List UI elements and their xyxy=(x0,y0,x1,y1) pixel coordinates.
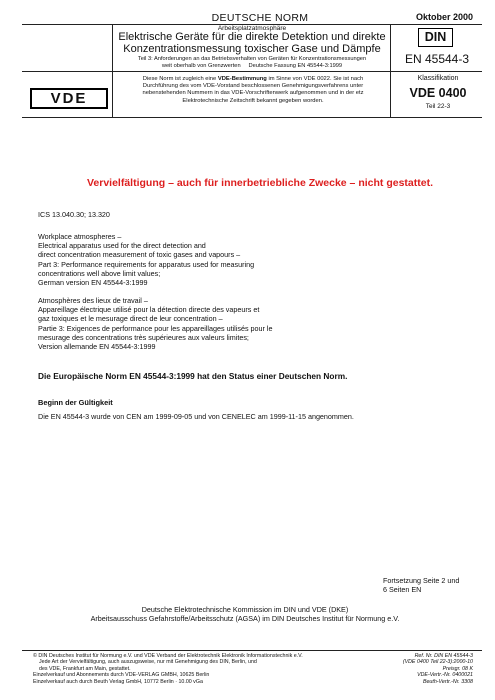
vde-note-line-4: Elektrotechnische Zeitschrift bekannt gegeben worden. xyxy=(182,97,324,104)
reference-line: VDE-Vertr.-Nr. 0400021 xyxy=(417,672,473,679)
footer-line: Jede Art der Vervielfältigung, auch auszugsweise, nur mit Genehmigung des DIN, Berlin, und xyxy=(39,659,257,666)
continuation-note xyxy=(383,576,463,594)
english-line: concentrations well above limit values; xyxy=(38,268,161,278)
right-divider xyxy=(390,24,391,117)
committee-block xyxy=(60,605,430,623)
reference-line: Preisgr. 08 K xyxy=(442,665,473,672)
english-line: German version EN 45544-3:1999 xyxy=(38,278,148,288)
reference-line: Beuth-Vertr.-Nr. 3308 xyxy=(422,678,473,685)
french-line: Atmosphères des lieux de travail – xyxy=(38,296,148,305)
header-bottom-rule xyxy=(22,71,482,72)
reference-line: (VDE 0400 Teil 22-3):2000-10 xyxy=(402,659,473,666)
din-logo: DIN xyxy=(418,28,453,47)
copyright-footer xyxy=(33,653,363,685)
validity-text: Die EN 45544-3 wurde von CEN am 1999-09-05 und von CENELEC am 1999-11-15 angenommen. xyxy=(38,412,354,421)
validity-heading: Beginn der Gültigkeit xyxy=(38,398,113,407)
reference-footer xyxy=(378,653,473,685)
french-line: Appareillage électrique utilisé pour la détection directe des vapeurs et xyxy=(38,305,260,315)
french-line: Version allemande EN 45544-3:1999 xyxy=(38,342,156,352)
status-statement: Die Europäische Norm EN 45544-3:1999 hat den Status einer Deutschen Norm. xyxy=(38,371,348,381)
issue-date: Oktober 2000 xyxy=(415,12,473,22)
committee-line: Deutsche Elektrotechnische Kommission im DIN und VDE (DKE) xyxy=(141,605,349,614)
french-line: gaz toxiques et le mesurage direct de leur concentration – xyxy=(38,314,223,324)
title-line-1: Elektrische Geräte für die direkte Detektion und direkte xyxy=(118,31,386,43)
vde-note-prefix: Diese Norm ist zugleich eine xyxy=(142,76,218,82)
title-line-2: Konzentrationsmessung toxischer Gase und Dämpfe xyxy=(123,42,381,55)
vde-part-number: Teil 22-3 xyxy=(425,103,451,110)
footer-line: © DIN Deutsches Institut für Normung e.V. und VDE Verband der Elektrotechnik Elektronik Informationstechnik e.V. xyxy=(33,653,303,659)
reference-line: Ref. Nr. DIN EN 45544-3 xyxy=(414,653,473,659)
footer-rule xyxy=(22,650,482,651)
french-line: Partie 3: Exigences de performance pour les appareillages utilisés pour le xyxy=(38,323,273,333)
french-line: mesurage des concentrations très supérieures aux valeurs limites; xyxy=(38,332,249,342)
continuation-line: Fortsetzung Seite 2 und xyxy=(383,576,460,585)
continuation-line: 6 Seiten EN xyxy=(383,585,422,595)
english-title-block xyxy=(38,232,458,287)
vde-note-rest: im Sinne von VDE 0022. Sie ist nach xyxy=(266,76,364,82)
vde-note-line-2: Durchführung des vom VDE-Vorstand beschlossenen Genehmigungsverfahrens unter xyxy=(142,83,364,90)
title-block xyxy=(118,25,386,69)
classification-label: Klassifikation xyxy=(417,75,459,82)
vde-classification-number: VDE 0400 xyxy=(409,86,467,100)
vde-row-bottom-rule xyxy=(22,117,482,118)
reproduction-warning: Vervielfältigung – auch für innerbetriebliche Zwecke – nicht gestattet. xyxy=(86,177,433,189)
subtitle-line-2: weit oberhalb von Grenzwerten Deutsche Fassung EN 45544-3:1999 xyxy=(161,62,343,69)
document-subtitle xyxy=(118,56,386,69)
committee-line: Arbeitsausschuss Gefahrstoffe/Arbeitsschutz (AGSA) im DIN Deutsches Institut für Normung e.V. xyxy=(90,614,400,624)
english-line: direct concentration measurement of toxic gases and vapours – xyxy=(38,250,241,260)
footer-line: Einzelverkauf auch durch Beuth Verlag GmbH, 10772 Berlin · 10.00 vGa xyxy=(33,678,203,685)
footer-line: Einzelverkauf und Abonnements durch VDE-VERLAG GMBH, 10625 Berlin xyxy=(33,672,210,679)
french-title-block xyxy=(38,296,458,351)
vde-note-line-1 xyxy=(120,76,386,83)
vde-note-bold: VDE-Bestimmung xyxy=(217,76,267,82)
left-divider xyxy=(112,24,113,117)
english-line: Part 3: Performance requirements for apparatus used for measuring xyxy=(38,259,255,269)
vde-note xyxy=(120,76,386,105)
vde-note-line-3: nebenstehenden Nummern in das VDE-Vorschriftenwerk aufgenommen und in der etz xyxy=(142,90,364,97)
ics-code: ICS 13.040.30; 13.320 xyxy=(38,210,110,219)
title-topic: Arbeitsplatzatmosphäre xyxy=(217,25,287,32)
standard-type-header: DEUTSCHE NORM xyxy=(211,12,309,24)
vde-logo: VDE xyxy=(30,88,108,109)
din-number: EN 45544-3 xyxy=(404,52,470,66)
english-line: Electrical apparatus used for the direct detection and xyxy=(38,241,206,251)
document-title xyxy=(118,32,386,55)
footer-line: des VDE, Frankfurt am Main, gestattet. xyxy=(39,665,131,672)
subtitle-line-1: Teil 3: Anforderungen an das Betriebsverhalten von Geräten für Konzentrationsmessungen xyxy=(137,56,367,62)
english-line: Workplace atmospheres – xyxy=(38,232,122,241)
